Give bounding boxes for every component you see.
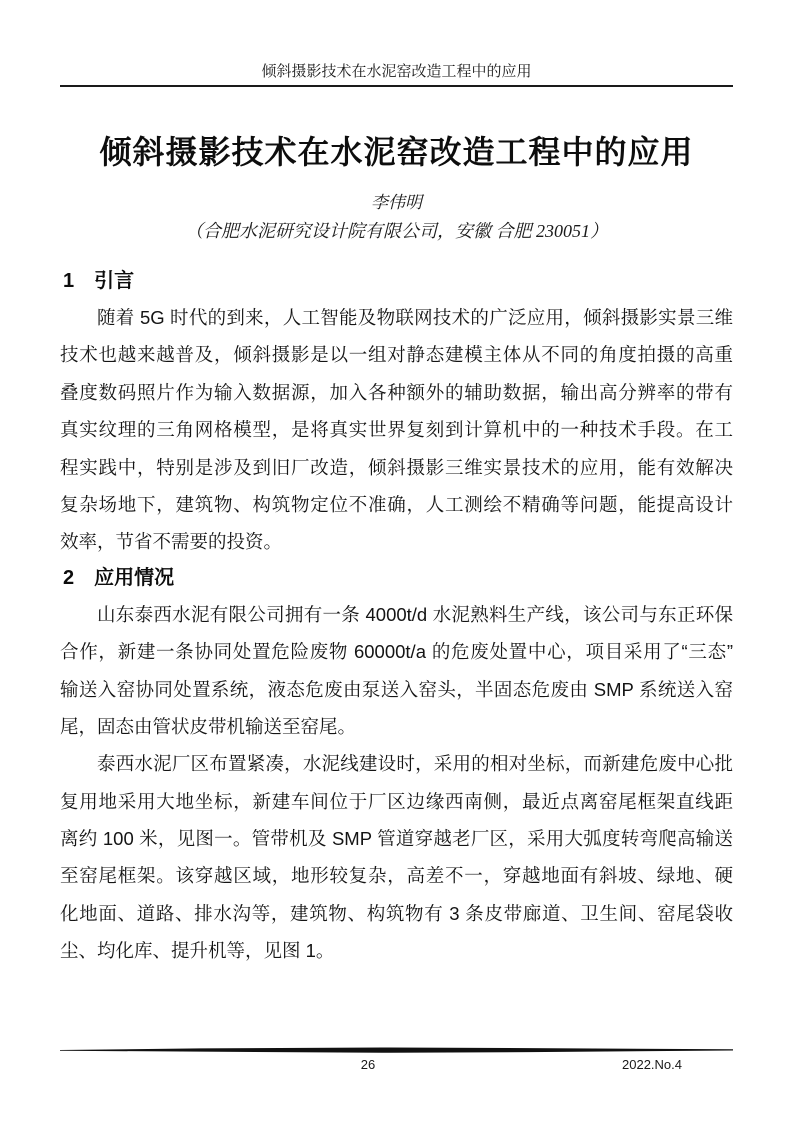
paragraph-line: 输送入窑协同处置系统，液态危废由泵送入窑头，半固态危废由 SMP 系统送入窑 [60, 678, 733, 700]
paragraph-line: 随着 5G 时代的到来，人工智能及物联网技术的广泛应用，倾斜摄影实景三维 [97, 307, 733, 328]
paragraph-line: 离约 100 米，见图一。管带机及 SMP 管道穿越老厂区，采用大弧度转弯爬高输送 [60, 828, 733, 850]
paragraph-line: 山东泰西水泥有限公司拥有一条 4000t/d 水泥熟料生产线，该公司与东正环保 [97, 603, 733, 625]
paragraph-line: 叠度数码照片作为输入数据源，加入各种额外的辅助数据，输出高分辨率的带有 [60, 381, 733, 403]
paragraph-line: 复杂场地下，建筑物、构筑物定位不准确，人工测绘不精确等问题，能提高设计 [60, 493, 733, 515]
paragraph-line: 技术也越来越普及，倾斜摄影是以一组对静态建模主体从不同的角度拍摄的高重 [60, 344, 733, 366]
article-author: 李伟明 [371, 193, 422, 212]
paragraph-line: 效率，节省不需要的投资。 [60, 531, 283, 553]
paragraph-line: 至窑尾框架。该穿越区域，地形较复杂，高差不一，穿越地面有斜坡、绿地、硬 [60, 865, 733, 887]
paragraph-line: 尘、均化库、提升机等，见图 1。 [60, 940, 335, 962]
footer-rule [60, 1047, 733, 1054]
paragraph-line: 化地面、道路、排水沟等，建筑物、构筑物有 3 条皮带廊道、卫生间、窑尾袋收 [60, 902, 733, 924]
article-body [60, 264, 733, 970]
section-number: 2 [63, 566, 75, 589]
paragraph-line: 程实践中，特别是涉及到旧厂改造，倾斜摄影三维实景技术的应用，能有效解决 [60, 456, 733, 478]
issue-label: 2022.No.4 [622, 1057, 682, 1072]
section-title: 应用情况 [94, 566, 175, 589]
paragraph-line: 泰西水泥厂区布置紧凑，水泥线建设时，采用的相对坐标，而新建危废中心批 [97, 753, 733, 775]
paragraph-line: 合作，新建一条协同处置危险废物 60000t/a 的危废处置中心，项目采用了“三态” [60, 641, 733, 663]
paragraph-line: 真实纹理的三角网格模型，是将真实世界复刻到计算机中的一种技术手段。在工 [60, 419, 733, 441]
running-header-rule [60, 85, 733, 87]
article-affiliation: （合肥水泥研究设计院有限公司，安徽 合肥 230051） [185, 221, 608, 241]
paragraph-line: 尾，固态由管状皮带机输送至窑尾。 [60, 715, 357, 737]
section-title: 引言 [94, 270, 135, 292]
article-title: 倾斜摄影技术在水泥窑改造工程中的应用 [99, 134, 694, 170]
page-number: 26 [360, 1057, 376, 1072]
section-number: 1 [63, 270, 75, 292]
running-header: 倾斜摄影技术在水泥窑改造工程中的应用 [261, 64, 532, 80]
section-heading [60, 264, 733, 299]
section-heading [60, 561, 733, 596]
paragraph-line: 复用地采用大地坐标，新建车间位于厂区边缘西南侧，最近点离窑尾框架直线距 [60, 790, 733, 812]
